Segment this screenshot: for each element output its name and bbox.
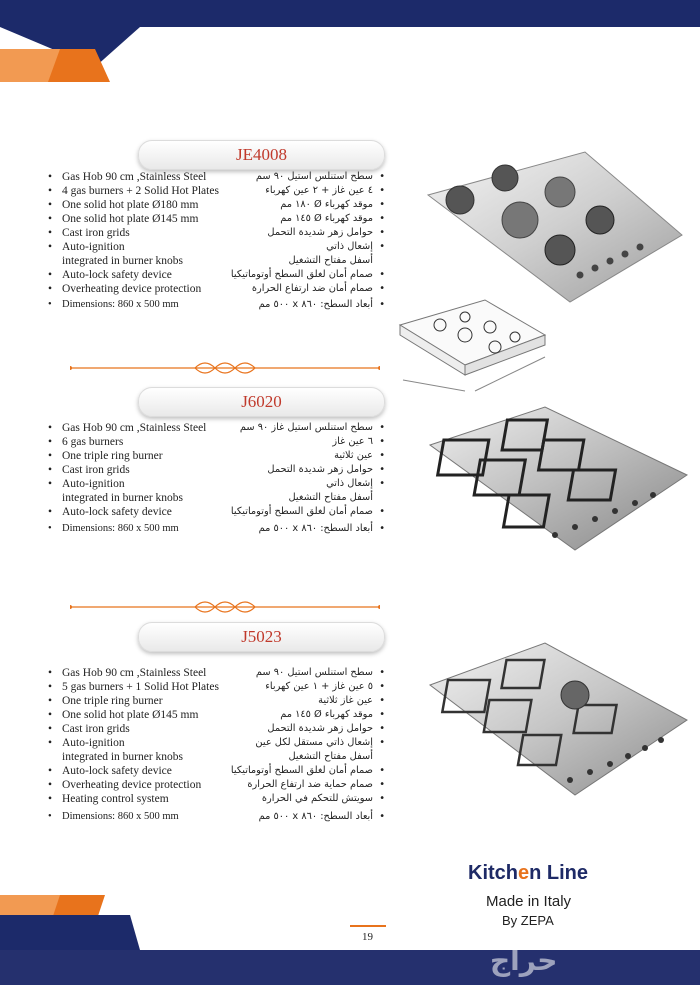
spec-row: • Auto-lock safety device	[48, 268, 258, 282]
ornament-divider	[70, 358, 380, 378]
spec-row: • أبعاد السطح: ٨٦٠ x ٥٠٠ مم	[222, 810, 385, 824]
spec-row: integrated in burner knobs	[62, 492, 184, 504]
spec-row: • Overheating device protection	[48, 778, 258, 792]
spec-row: • Gas Hob 90 cm ,Stainless Steel	[48, 421, 258, 435]
model-name: J6020	[241, 392, 282, 411]
spec-row: أسفل مفتاح التشغيل	[288, 492, 373, 503]
spec-row: أسفل مفتاح التشغيل	[288, 255, 373, 266]
spec-row: • إشعال ذاتي	[222, 477, 385, 491]
spec-row: • Gas Hob 90 cm ,Stainless Steel	[48, 666, 258, 680]
spec-row: • 5 gas burners + 1 Solid Hot Plates	[48, 680, 258, 694]
spec-row: • صمام أمان لغلق السطح أوتوماتيكيا	[222, 764, 385, 778]
model-title-je4008	[138, 140, 385, 170]
spec-row: • One triple ring burner	[48, 449, 258, 463]
specs-ar-je4008	[222, 170, 385, 312]
spec-row: • أبعاد السطح: ٨٦٠ x ٥٠٠ مم	[222, 522, 385, 536]
spec-row: • حوامل زهر شديدة التحمل	[222, 722, 385, 736]
spec-row: أسفل مفتاح التشغيل	[288, 751, 373, 762]
spec-row: • ٤ عين غاز + ٢ عين كهرباء	[222, 184, 385, 198]
spec-row: • إشعال ذاتي	[222, 240, 385, 254]
model-title-j6020	[138, 387, 385, 417]
spec-row: • Auto-lock safety device	[48, 505, 258, 519]
spec-row: integrated in burner knobs	[62, 255, 184, 267]
spec-row: • One solid hot plate Ø145 mm	[48, 212, 258, 226]
spec-row: integrated in burner knobs	[62, 751, 184, 763]
bottom-banner	[0, 950, 700, 985]
spec-row: • Auto-lock safety device	[48, 764, 258, 778]
spec-row: • موقد كهرباء Ø ١٤٥ مم	[222, 212, 385, 226]
spec-row: • صمام حماية ضد ارتفاع الحرارة	[222, 778, 385, 792]
spec-row: • Dimensions: 860 x 500 mm	[48, 810, 258, 824]
page-number-rule	[350, 925, 386, 927]
spec-row: • Heating control system	[48, 792, 258, 806]
spec-row: • إشعال ذاتي مستقل لكل عين	[222, 736, 385, 750]
spec-row: • سطح استنلس استيل ٩٠ سم	[222, 666, 385, 680]
spec-row: • حوامل زهر شديدة التحمل	[222, 226, 385, 240]
spec-row: • One triple ring burner	[48, 694, 258, 708]
spec-row: • صمام أمان لغلق السطح أوتوماتيكيا	[222, 505, 385, 519]
top-banner	[0, 0, 700, 27]
brand-logo: Kitchen Line	[468, 862, 589, 884]
spec-row: • Gas Hob 90 cm ,Stainless Steel	[48, 170, 258, 184]
made-in-text: Made in Italy	[486, 893, 572, 910]
spec-row: • Auto-ignition	[48, 736, 258, 750]
page-number: 19	[362, 931, 373, 943]
spec-row: • صمام أمان ضد ارتفاع الحرارة	[222, 282, 385, 296]
hob-image-je4008	[420, 150, 690, 310]
ornament-divider	[70, 597, 380, 617]
spec-row: • موقد كهرباء Ø ١٨٠ مم	[222, 198, 385, 212]
specs-ar-j6020	[222, 421, 385, 536]
spec-row: • عين ثلاثية	[222, 449, 385, 463]
spec-row: • Cast iron grids	[48, 722, 258, 736]
watermark: حراج	[490, 944, 558, 977]
spec-row: • حوامل زهر شديدة التحمل	[222, 463, 385, 477]
spec-row: • One solid hot plate Ø145 mm	[48, 708, 258, 722]
spec-row: • ٦ عين غاز	[222, 435, 385, 449]
model-name: J5023	[241, 627, 282, 646]
spec-row: • ٥ عين غاز + ١ عين كهرباء	[222, 680, 385, 694]
spec-row: • سويتش للتحكم في الحرارة	[222, 792, 385, 806]
hob-image-j5023	[425, 640, 690, 800]
spec-row: • عين غاز ثلاثية	[222, 694, 385, 708]
model-title-j5023	[138, 622, 385, 652]
spec-row: • Auto-ignition	[48, 477, 258, 491]
spec-row: • Overheating device protection	[48, 282, 258, 296]
top-left-decoration	[0, 27, 140, 87]
spec-row: • One solid hot plate Ø180 mm	[48, 198, 258, 212]
spec-row: • سطح استنلس استيل غاز ٩٠ سم	[222, 421, 385, 435]
spec-row: • سطح استنلس استيل ٩٠ سم	[222, 170, 385, 184]
model-name: JE4008	[236, 145, 287, 164]
spec-row: • Auto-ignition	[48, 240, 258, 254]
hob-image-j6020	[425, 405, 690, 555]
spec-row: • أبعاد السطح: ٨٦٠ x ٥٠٠ مم	[222, 298, 385, 312]
spec-row: • 6 gas burners	[48, 435, 258, 449]
spec-row: • Cast iron grids	[48, 226, 258, 240]
spec-row: • 4 gas burners + 2 Solid Hot Plates	[48, 184, 258, 198]
specs-ar-j5023	[222, 666, 385, 824]
by-text: By ZEPA	[502, 913, 554, 928]
spec-row: • Cast iron grids	[48, 463, 258, 477]
dimension-drawing	[395, 295, 555, 395]
spec-row: • Dimensions: 860 x 500 mm	[48, 298, 258, 312]
spec-row: • Dimensions: 860 x 500 mm	[48, 522, 258, 536]
spec-row: • صمام أمان لغلق السطح أوتوماتيكيا	[222, 268, 385, 282]
spec-row: • موقد كهرباء Ø ١٤٥ مم	[222, 708, 385, 722]
bottom-left-decoration	[0, 890, 140, 950]
